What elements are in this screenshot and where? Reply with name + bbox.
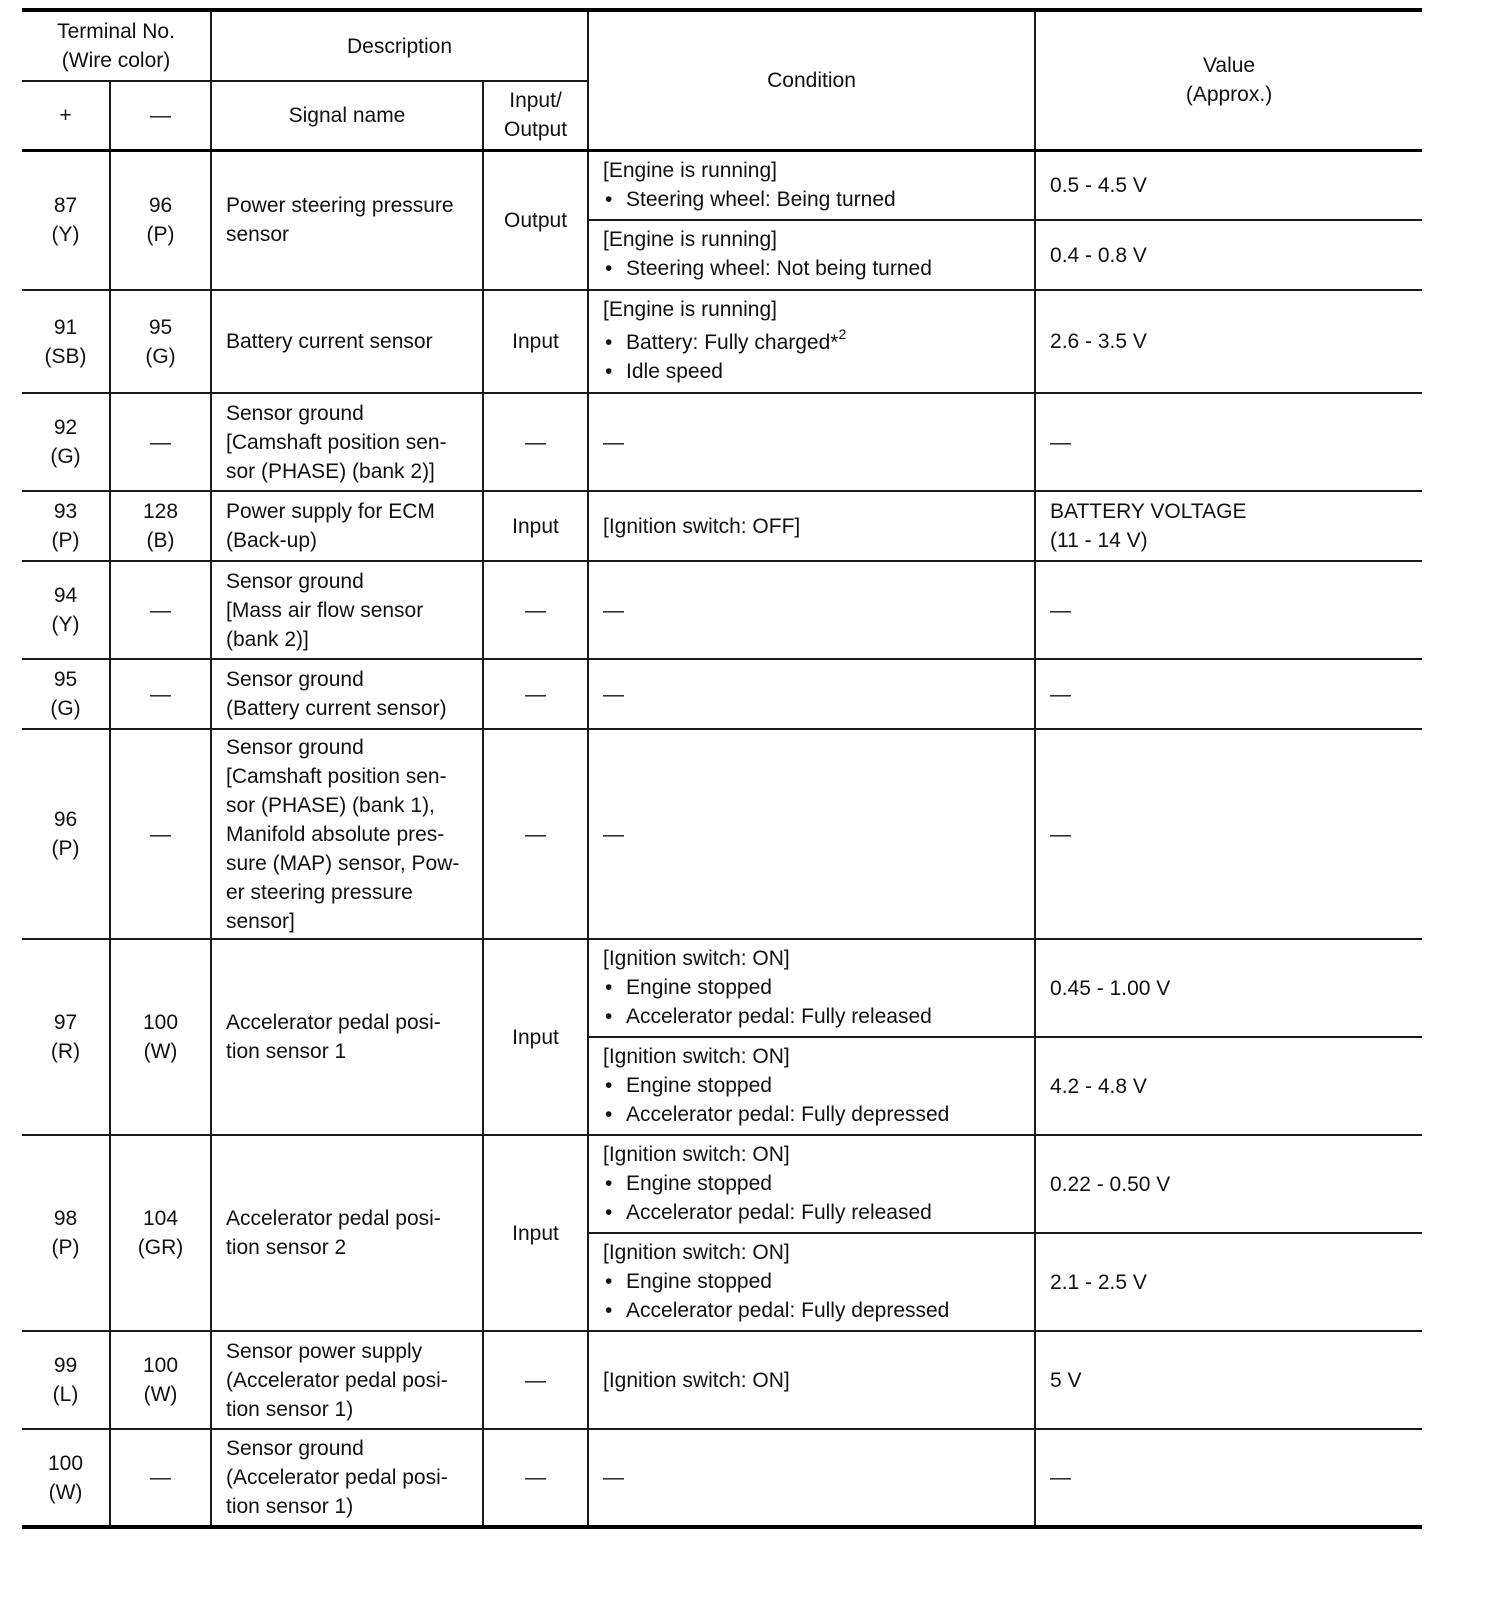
input-output: Input [483, 939, 588, 1135]
input-output: — [483, 1429, 588, 1527]
input-output: — [483, 393, 588, 491]
signal-name-header: Signal name [211, 81, 483, 150]
signal-name: Sensor ground (Accelerator pedal posi- tion sensor 1) [211, 1429, 483, 1527]
terminal-no-header: Terminal No. (Wire color) [22, 10, 211, 81]
value: 0.4 - 0.8 V [1035, 220, 1422, 290]
terminal-table-page [22, 8, 1422, 1529]
minus-terminal: 104 (GR) [110, 1135, 211, 1331]
value-header: Value (Approx.) [1035, 10, 1422, 150]
minus-terminal: 95 (G) [110, 290, 211, 393]
signal-name: Power supply for ECM (Back-up) [211, 491, 483, 561]
condition-header: Condition [588, 10, 1035, 150]
minus-terminal: 128 (B) [110, 491, 211, 561]
value: 2.6 - 3.5 V [1035, 290, 1422, 393]
minus-terminal: 96 (P) [110, 150, 211, 290]
plus-terminal: 92 (G) [22, 393, 110, 491]
value: — [1035, 561, 1422, 659]
condition: [Ignition switch: ON] • Engine stopped • Accelerator pedal: Fully released [588, 1135, 1035, 1233]
signal-name: Sensor power supply (Accelerator pedal posi- tion sensor 1) [211, 1331, 483, 1429]
value: 0.22 - 0.50 V [1035, 1135, 1422, 1233]
signal-name: Sensor ground (Battery current sensor) [211, 659, 483, 729]
description-header: Description [211, 10, 588, 81]
signal-name: Accelerator pedal posi- tion sensor 1 [211, 939, 483, 1135]
value: — [1035, 729, 1422, 939]
condition: [Ignition switch: ON] [588, 1331, 1035, 1429]
table-row [22, 491, 1422, 561]
condition: — [588, 659, 1035, 729]
input-output-header: Input/ Output [483, 81, 588, 150]
value: 5 V [1035, 1331, 1422, 1429]
table-header [22, 10, 1422, 150]
signal-name: Sensor ground [Mass air flow sensor (bank 2)] [211, 561, 483, 659]
condition: — [588, 561, 1035, 659]
table-row [22, 561, 1422, 659]
condition: [Ignition switch: ON] • Engine stopped • Accelerator pedal: Fully depressed [588, 1233, 1035, 1331]
plus-terminal: 98 (P) [22, 1135, 110, 1331]
table-row [22, 290, 1422, 393]
condition: — [588, 729, 1035, 939]
plus-terminal: 96 (P) [22, 729, 110, 939]
condition: [Engine is running] • Battery: Fully charged*$^2$ • Idle speed [588, 290, 1035, 393]
signal-name: Sensor ground [Camshaft position sen- sor (PHASE) (bank 2)] [211, 393, 483, 491]
minus-terminal-header: — [110, 81, 211, 150]
condition: — [588, 393, 1035, 491]
plus-terminal: 97 (R) [22, 939, 110, 1135]
table-row [22, 1331, 1422, 1429]
plus-terminal: 93 (P) [22, 491, 110, 561]
plus-terminal: 95 (G) [22, 659, 110, 729]
condition: [Ignition switch: ON] • Engine stopped • Accelerator pedal: Fully released [588, 939, 1035, 1037]
value: 2.1 - 2.5 V [1035, 1233, 1422, 1331]
minus-terminal: — [110, 393, 211, 491]
input-output: Output [483, 150, 588, 290]
value: 0.5 - 4.5 V [1035, 150, 1422, 220]
table-row [22, 1135, 1422, 1233]
condition: [Ignition switch: ON] • Engine stopped • Accelerator pedal: Fully depressed [588, 1037, 1035, 1135]
minus-terminal: — [110, 561, 211, 659]
value: — [1035, 393, 1422, 491]
signal-name: Accelerator pedal posi- tion sensor 2 [211, 1135, 483, 1331]
table-row [22, 939, 1422, 1037]
value: — [1035, 1429, 1422, 1527]
table-row [22, 150, 1422, 220]
plus-terminal: 91 (SB) [22, 290, 110, 393]
ecm-terminal-table [22, 8, 1422, 1529]
input-output: — [483, 659, 588, 729]
signal-name: Sensor ground [Camshaft position sen- sor (PHASE) (bank 1), Manifold absolute pres- sure (MAP) sensor, Pow- er steering pressure sensor] [211, 729, 483, 939]
table-row [22, 393, 1422, 491]
table-row [22, 1429, 1422, 1527]
plus-terminal: 94 (Y) [22, 561, 110, 659]
condition: [Ignition switch: OFF] [588, 491, 1035, 561]
plus-terminal: 99 (L) [22, 1331, 110, 1429]
minus-terminal: 100 (W) [110, 1331, 211, 1429]
value: 0.45 - 1.00 V [1035, 939, 1422, 1037]
input-output: Input [483, 1135, 588, 1331]
value: — [1035, 659, 1422, 729]
condition: [Engine is running] • Steering wheel: Not being turned [588, 220, 1035, 290]
plus-terminal: 87 (Y) [22, 150, 110, 290]
table-body [22, 150, 1422, 1527]
condition: — [588, 1429, 1035, 1527]
minus-terminal: 100 (W) [110, 939, 211, 1135]
minus-terminal: — [110, 729, 211, 939]
input-output: Input [483, 290, 588, 393]
table-row [22, 729, 1422, 939]
input-output: Input [483, 491, 588, 561]
minus-terminal: — [110, 1429, 211, 1527]
input-output: — [483, 561, 588, 659]
signal-name: Battery current sensor [211, 290, 483, 393]
condition-bullet: • Battery: Fully charged*$^2$ [603, 328, 1028, 357]
condition: [Engine is running] • Steering wheel: Being turned [588, 150, 1035, 220]
plus-terminal-header: + [22, 81, 110, 150]
plus-terminal: 100 (W) [22, 1429, 110, 1527]
minus-terminal: — [110, 659, 211, 729]
table-row [22, 659, 1422, 729]
input-output: — [483, 1331, 588, 1429]
input-output: — [483, 729, 588, 939]
signal-name: Power steering pressure sensor [211, 150, 483, 290]
value: 4.2 - 4.8 V [1035, 1037, 1422, 1135]
value: BATTERY VOLTAGE (11 - 14 V) [1035, 491, 1422, 561]
